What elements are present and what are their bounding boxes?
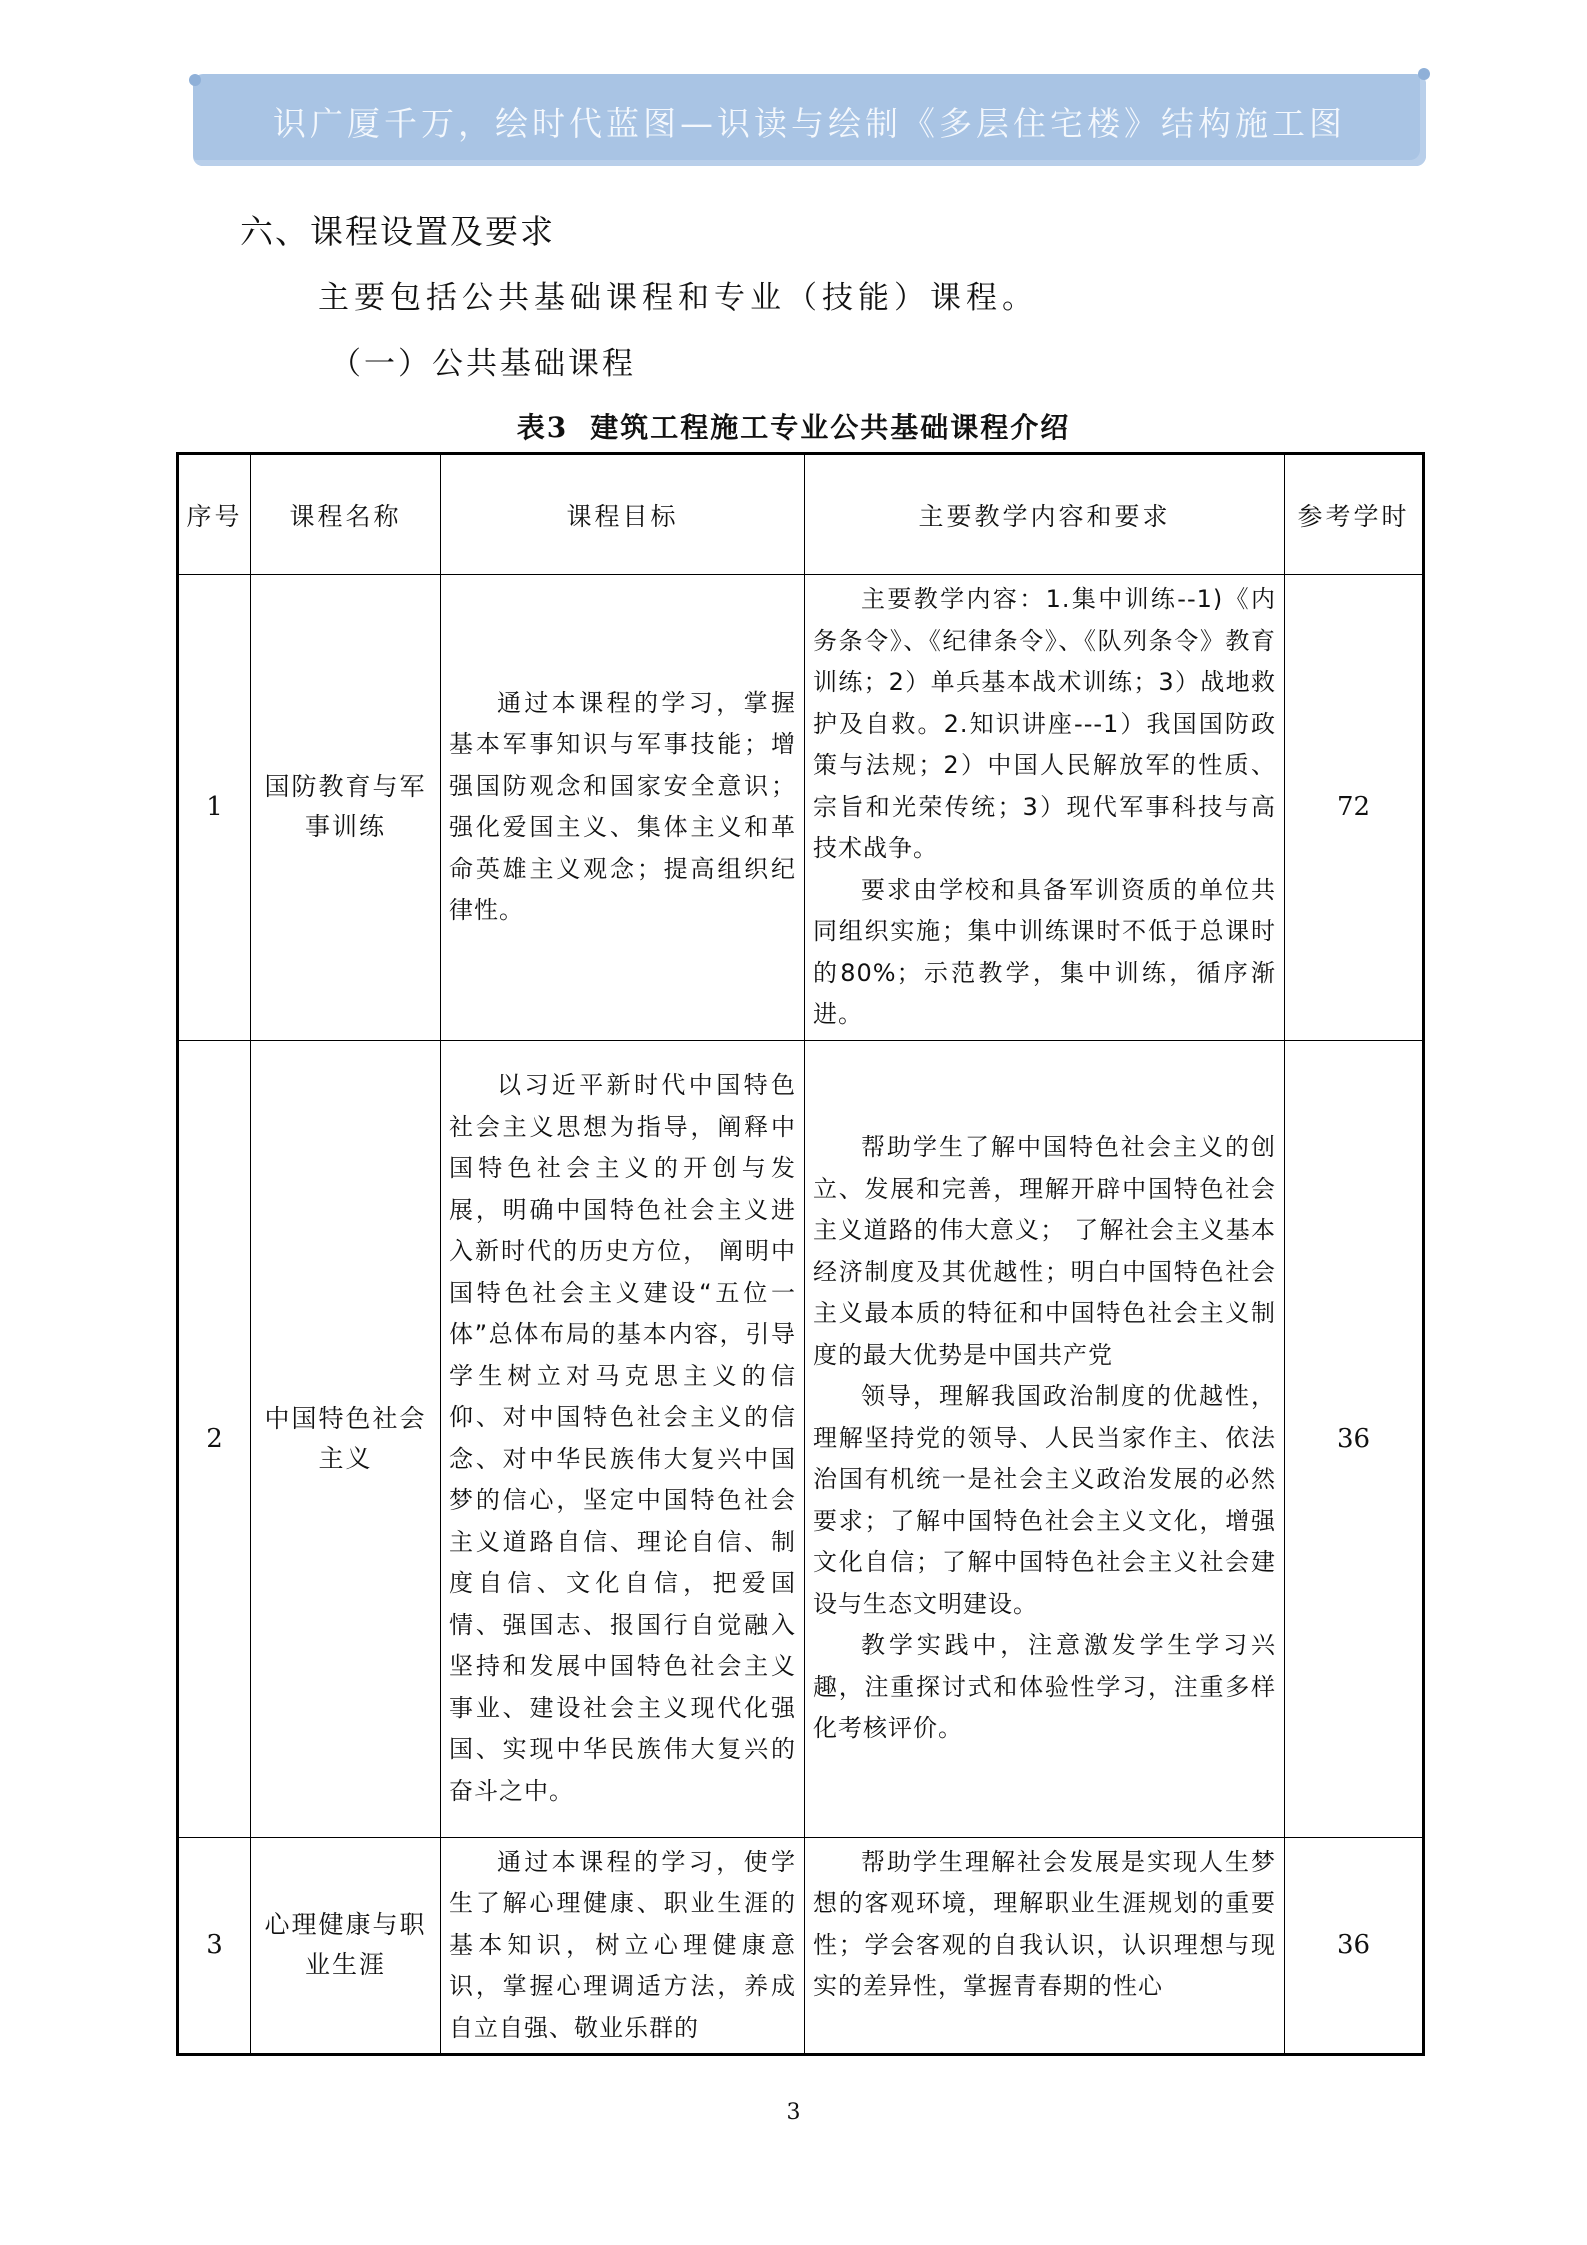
header-course-goal: 课程目标 bbox=[441, 454, 805, 575]
row-course-content bbox=[805, 575, 1285, 1041]
banner-title: 识广厦千万，绘时代蓝图—识读与绘制《多层住宅楼》结构施工图 bbox=[273, 104, 1346, 143]
content-paragraph: 帮助学生了解中国特色社会主义的创立、发展和完善，理解开辟中国特色社会主义道路的伟大意义； 了解社会主义基本经济制度及其优越性；明白中国特色社会主义最本质的特征和中国特色社会主义制度的最大优势是中国共产党 bbox=[813, 1133, 1276, 1369]
content-paragraph: 教学实践中，注意激发学生学习兴趣，注重探讨式和体验性学习，注重多样化考核评价。 bbox=[813, 1631, 1276, 1743]
table-caption bbox=[0, 406, 1587, 446]
row-course-content bbox=[805, 1837, 1285, 2055]
row-hours: 72 bbox=[1285, 575, 1424, 1041]
row-course-name: 国防教育与军事训练 bbox=[251, 575, 441, 1041]
table-row bbox=[178, 575, 1424, 1041]
content-paragraph: 帮助学生理解社会发展是实现人生梦想的客观环境，理解职业生涯规划的重要性；学会客观的自我认识，认识理想与现实的差异性，掌握青春期的性心 bbox=[813, 1847, 1276, 2000]
row-course-content bbox=[805, 1040, 1285, 1837]
content-paragraph: 要求由学校和具备军训资质的单位共同组织实施；集中训练课时不低于总课时的80%；示范教学，集中训练，循序渐进。 bbox=[813, 875, 1276, 1028]
banner-dot-right bbox=[1418, 68, 1430, 80]
course-table bbox=[176, 452, 1425, 2056]
row-hours: 36 bbox=[1285, 1040, 1424, 1837]
goal-paragraph: 以习近平新时代中国特色社会主义思想为指导，阐释中国特色社会主义的开创与发展，明确中国特色社会主义进入新时代的历史方位， 阐明中国特色社会主义建设“五位一体”总体布局的基本内容，引导学生树立对马克思主义的信仰、对中国特色社会主义的信念、对中华民族伟大复兴中国梦的信心，坚定中国特色社会主义道路自信、理论自信、制度自信、文化自信，把爱国情、强国志、报国行自觉融入坚持和发展中国特色社会主义事业、建设社会主义现代化强国、实现中华民族伟大复兴的奋斗之中。 bbox=[449, 1071, 796, 1805]
table-row bbox=[178, 1837, 1424, 2055]
content-paragraph: 主要教学内容：1.集中训练--1)《内务条令》、《纪律条令》、《队列条令》教育训练；2）单兵基本战术训练；3）战地救护及自救。2.知识讲座---1）我国国防政策与法规；2）中国人民解放军的性质、宗旨和光荣传统；3）现代军事科技与高技术战争。 bbox=[813, 585, 1276, 862]
goal-paragraph: 通过本课程的学习，使学生了解心理健康、职业生涯的基本知识，树立心理健康意识，掌握心理调适方法，养成自立自强、敬业乐群的 bbox=[449, 1847, 796, 2042]
row-course-goal bbox=[441, 575, 805, 1041]
table-header-row bbox=[178, 454, 1424, 575]
row-course-name: 心理健康与职业生涯 bbox=[251, 1837, 441, 2055]
header-seq: 序号 bbox=[178, 454, 251, 575]
row-hours: 36 bbox=[1285, 1837, 1424, 2055]
table-caption-text: 建筑工程施工专业公共基础课程介绍 bbox=[590, 411, 1071, 444]
header-banner bbox=[193, 74, 1426, 166]
goal-paragraph: 通过本课程的学习，掌握基本军事知识与军事技能；增强国防观念和国家安全意识；强化爱国主义、集体主义和革命英雄主义观念；提高组织纪律性。 bbox=[449, 688, 796, 925]
section-heading: 六、课程设置及要求 bbox=[240, 212, 555, 251]
table-row bbox=[178, 1040, 1424, 1837]
table-caption-number: 表3 bbox=[516, 411, 569, 444]
row-seq: 3 bbox=[178, 1837, 251, 2055]
header-course-content: 主要教学内容和要求 bbox=[805, 454, 1285, 575]
row-seq: 2 bbox=[178, 1040, 251, 1837]
row-seq: 1 bbox=[178, 575, 251, 1041]
row-course-goal bbox=[441, 1837, 805, 2055]
header-course-name: 课程名称 bbox=[251, 454, 441, 575]
header-hours: 参考学时 bbox=[1285, 454, 1424, 575]
content-paragraph: 领导，理解我国政治制度的优越性，理解坚持党的领导、人民当家作主、依法治国有机统一是社会主义政治发展的必然要求；了解中国特色社会主义文化，增强文化自信；了解中国特色社会主义社会建设与生态文明建设。 bbox=[813, 1382, 1276, 1618]
subsection-heading: （一）公共基础课程 bbox=[330, 346, 636, 382]
banner-dot-left bbox=[189, 74, 201, 86]
section-intro: 主要包括公共基础课程和专业（技能）课程。 bbox=[318, 280, 1038, 316]
row-course-goal bbox=[441, 1040, 805, 1837]
row-course-name: 中国特色社会主义 bbox=[251, 1040, 441, 1837]
page-number: 3 bbox=[786, 2100, 801, 2125]
